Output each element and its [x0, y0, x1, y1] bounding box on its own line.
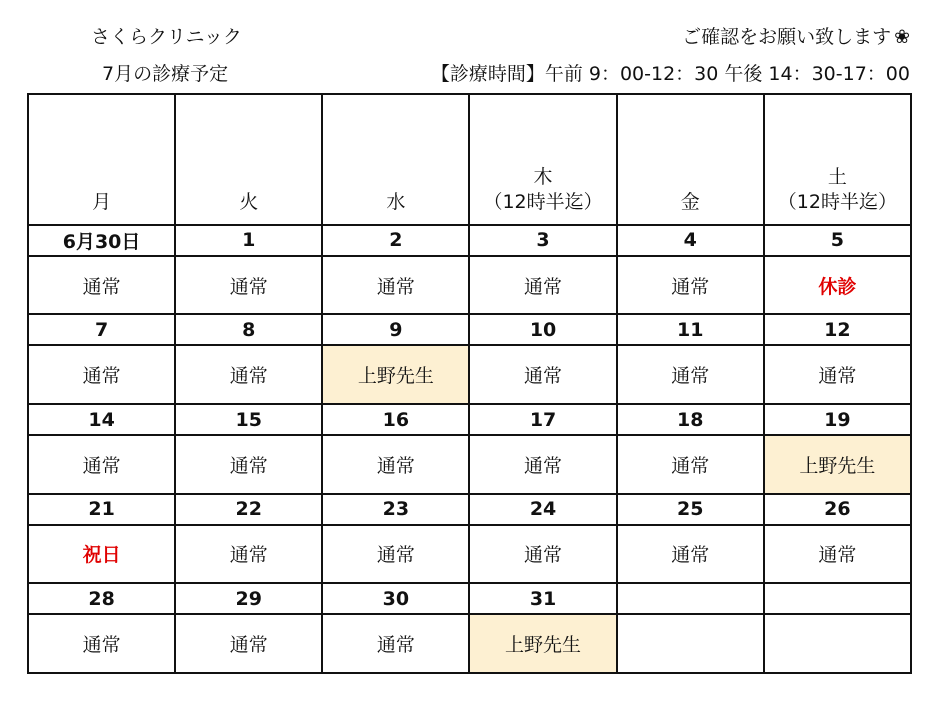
date-row — [28, 583, 911, 614]
status-cell: 通常 — [322, 614, 469, 673]
date-cell: 16 — [322, 404, 469, 435]
weekday-name: 木 — [533, 166, 553, 189]
weekday-header — [764, 94, 911, 225]
date-cell — [764, 583, 911, 614]
date-cell: 9 — [322, 314, 469, 345]
weekday-name: 月 — [92, 191, 112, 214]
weekday-name: 水 — [386, 191, 406, 214]
weekday-name: 金 — [680, 191, 700, 214]
confirm-text: ご確認をお願い致します — [682, 26, 892, 48]
date-cell: 5 — [764, 225, 911, 256]
status-cell: 通常 — [469, 256, 616, 315]
date-cell: 31 — [469, 583, 616, 614]
status-cell: 通常 — [28, 614, 175, 673]
status-cell: 上野先生 — [469, 614, 616, 673]
date-row — [28, 494, 911, 525]
confirm-note — [682, 28, 910, 47]
date-cell: 22 — [175, 494, 322, 525]
date-cell: 14 — [28, 404, 175, 435]
weekday-header — [617, 94, 764, 225]
weekday-note: （12時半迄） — [483, 191, 603, 214]
status-cell: 通常 — [175, 256, 322, 315]
status-cell: 休診 — [764, 256, 911, 315]
date-cell — [617, 583, 764, 614]
weekday-header — [175, 94, 322, 225]
date-cell: 18 — [617, 404, 764, 435]
status-cell: 通常 — [469, 345, 616, 404]
status-cell: 通常 — [617, 435, 764, 494]
flower-icon: ❀ — [894, 26, 910, 48]
weekday-header — [28, 94, 175, 225]
status-cell: 通常 — [175, 614, 322, 673]
status-cell: 通常 — [28, 435, 175, 494]
date-cell: 25 — [617, 494, 764, 525]
date-cell: 24 — [469, 494, 616, 525]
date-cell: 28 — [28, 583, 175, 614]
date-row — [28, 314, 911, 345]
status-cell: 上野先生 — [764, 435, 911, 494]
status-cell: 通常 — [469, 435, 616, 494]
clinic-hours: 【診療時間】午前 9：00-12：30 午後 14：30-17：00 — [430, 63, 910, 85]
status-cell: 通常 — [322, 525, 469, 584]
weekday-name: 火 — [239, 191, 259, 214]
status-cell: 通常 — [764, 345, 911, 404]
date-cell: 11 — [617, 314, 764, 345]
clinic-name: さくらクリニック — [91, 26, 242, 48]
date-cell: 30 — [322, 583, 469, 614]
status-cell: 通常 — [617, 256, 764, 315]
date-cell: 29 — [175, 583, 322, 614]
date-cell: 1 — [175, 225, 322, 256]
status-cell: 通常 — [175, 435, 322, 494]
status-cell: 通常 — [322, 256, 469, 315]
weekday-name: 土 — [827, 166, 847, 189]
status-cell: 通常 — [764, 525, 911, 584]
status-cell: 通常 — [28, 256, 175, 315]
status-row — [28, 256, 911, 315]
date-cell: 3 — [469, 225, 616, 256]
status-cell: 通常 — [175, 525, 322, 584]
status-cell — [764, 614, 911, 673]
weekday-header-row — [28, 94, 911, 225]
date-cell: 6月30日 — [28, 225, 175, 256]
status-row — [28, 435, 911, 494]
date-cell: 23 — [322, 494, 469, 525]
status-cell — [617, 614, 764, 673]
weekday-header — [469, 94, 616, 225]
date-row — [28, 404, 911, 435]
status-row — [28, 614, 911, 673]
date-cell: 15 — [175, 404, 322, 435]
date-cell: 8 — [175, 314, 322, 345]
month-title: 7月の診療予定 — [102, 63, 229, 85]
weekday-note: （12時半迄） — [777, 191, 897, 214]
date-cell: 10 — [469, 314, 616, 345]
date-cell: 7 — [28, 314, 175, 345]
status-row — [28, 345, 911, 404]
status-cell: 通常 — [175, 345, 322, 404]
weekday-header — [322, 94, 469, 225]
status-cell: 通常 — [617, 345, 764, 404]
status-row — [28, 525, 911, 584]
status-cell: 通常 — [469, 525, 616, 584]
date-cell: 21 — [28, 494, 175, 525]
date-cell: 4 — [617, 225, 764, 256]
date-cell: 26 — [764, 494, 911, 525]
status-cell: 上野先生 — [322, 345, 469, 404]
date-cell: 2 — [322, 225, 469, 256]
date-cell: 19 — [764, 404, 911, 435]
status-cell: 通常 — [322, 435, 469, 494]
status-cell: 通常 — [28, 345, 175, 404]
status-cell: 通常 — [617, 525, 764, 584]
date-row — [28, 225, 911, 256]
schedule-calendar — [27, 93, 912, 674]
status-cell: 祝日 — [28, 525, 175, 584]
date-cell: 17 — [469, 404, 616, 435]
date-cell: 12 — [764, 314, 911, 345]
